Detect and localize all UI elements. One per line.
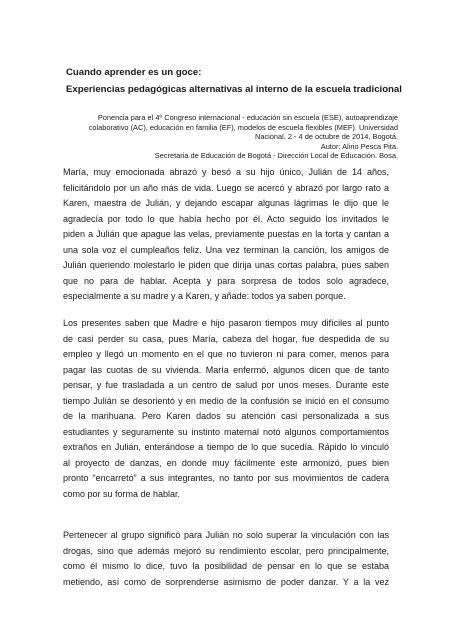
paragraph-line: metiendo, así como de sorprenderse asimismo de poder danzar. Y a la vez [63, 576, 389, 587]
paragraph-line: Julián queriendo molestarlo le piden que dirija unas cortas palabra, pues saben [63, 260, 389, 270]
credits-line: colaborativo (AC), educación en familia (EF), modelos de escuela flexibles (MEF). Universidad [88, 122, 398, 132]
paragraph-1 [63, 165, 389, 305]
paragraph-line: piden a Julián que apague las velas, previamente puestas en la torta y cantan a [63, 229, 389, 239]
document-subtitle: Experiencias pedagógicas alternativas al interno de la escuela tradicional [66, 84, 402, 95]
paragraph-3 [63, 528, 389, 590]
paragraph-line: pronto “encarretó” a sus integrantes, no tanto por sus movimientos de cadera [63, 473, 389, 483]
paragraph-line: Karen, maestra de Julián, y dejando escapar algunas lágrimas le dijo que le [63, 198, 389, 208]
credits-line: Ponencia para el 4º Congreso internacional - educación sin escuela (ESE), autoaprendizaje [97, 113, 398, 122]
paragraph-2 [63, 316, 389, 502]
paragraph-line: pagar las cuotas de su vivienda. María enfermó, algunos dicen que de tanto [63, 364, 389, 375]
paragraph-line: estudiantes y seguramente su instinto maternal notó algunos comportamientos [63, 426, 389, 437]
paragraph-line: Los presentes saben que Madre e hijo pasaron tiempos muy difíciles al punto [63, 318, 389, 328]
paragraph-line: agradecía por todo lo que había hecho por él. Acto seguido los invitados le [63, 213, 389, 224]
paragraph-line: de la marihuana. Pero Karen dados su atención casi personalizada a sus [63, 411, 389, 421]
paragraph-line: drogas, sino que además mejoró su rendimiento escolar, pero principalmente, [63, 545, 389, 556]
credits-line: Nacional. 2 - 4 de octubre de 2014, Bogotá. [255, 132, 398, 142]
credits-institution: Secretaria de Educación de Bogotá - Dirección Local de Educación. Bosa. [154, 151, 398, 161]
paragraph-line: extraños en Julián, enterándose a tiempo de lo que sucedía. Rápido lo vinculó [63, 442, 389, 452]
paragraph-line: Pertenecer al grupo significó para Julián no solo superar la vinculación con las [63, 530, 389, 540]
paragraph-line: pensar, y fue trasladada a un centro de salud por unos meses. Durante este [63, 380, 389, 390]
paragraph-line: como por su forma de hablar. [63, 488, 181, 499]
paragraph-line: que no para de hablar. Acepta y para sorpresa de todos solo agradece, [63, 275, 389, 286]
paragraph-line: una sola voz el cumpleaños feliz. Una vez terminan la canción, los amigos de [63, 244, 389, 255]
paragraph-line: al proyecto de danzas, en donde muy fácilmente este armonizó, pues bien [63, 457, 389, 468]
paragraph-line: tiempo Julián se desorientó y en medio de la confusión se inició en el consumo [63, 395, 389, 406]
document-title: Cuando aprender es un goce: [66, 67, 202, 78]
paragraph-line: de casi perder su casa, pues María, cabeza del hogar, fue despedida de su [63, 333, 389, 344]
credits-author: Autor: Alirio Pesca Pita. [320, 141, 398, 151]
paragraph-line: María, muy emocionada abrazó y besó a su hijo único, Julián de 14 años, [63, 167, 389, 177]
paragraph-line: felicitándolo por un año más de vida. Luego se acercó y abrazó por largo rato a [63, 182, 389, 193]
paragraph-line: empleo y llegó un momento en el que no tuvieron ni para comer, menos para [63, 349, 389, 359]
paragraph-line: especialmente a su madre y a Karen, y añade: todos ya saben porque. [63, 291, 346, 301]
presentation-credits [58, 113, 398, 161]
paragraph-line: como él mismo lo dice, tuvo la posibilidad de pensar en lo que se estaba [63, 561, 389, 571]
